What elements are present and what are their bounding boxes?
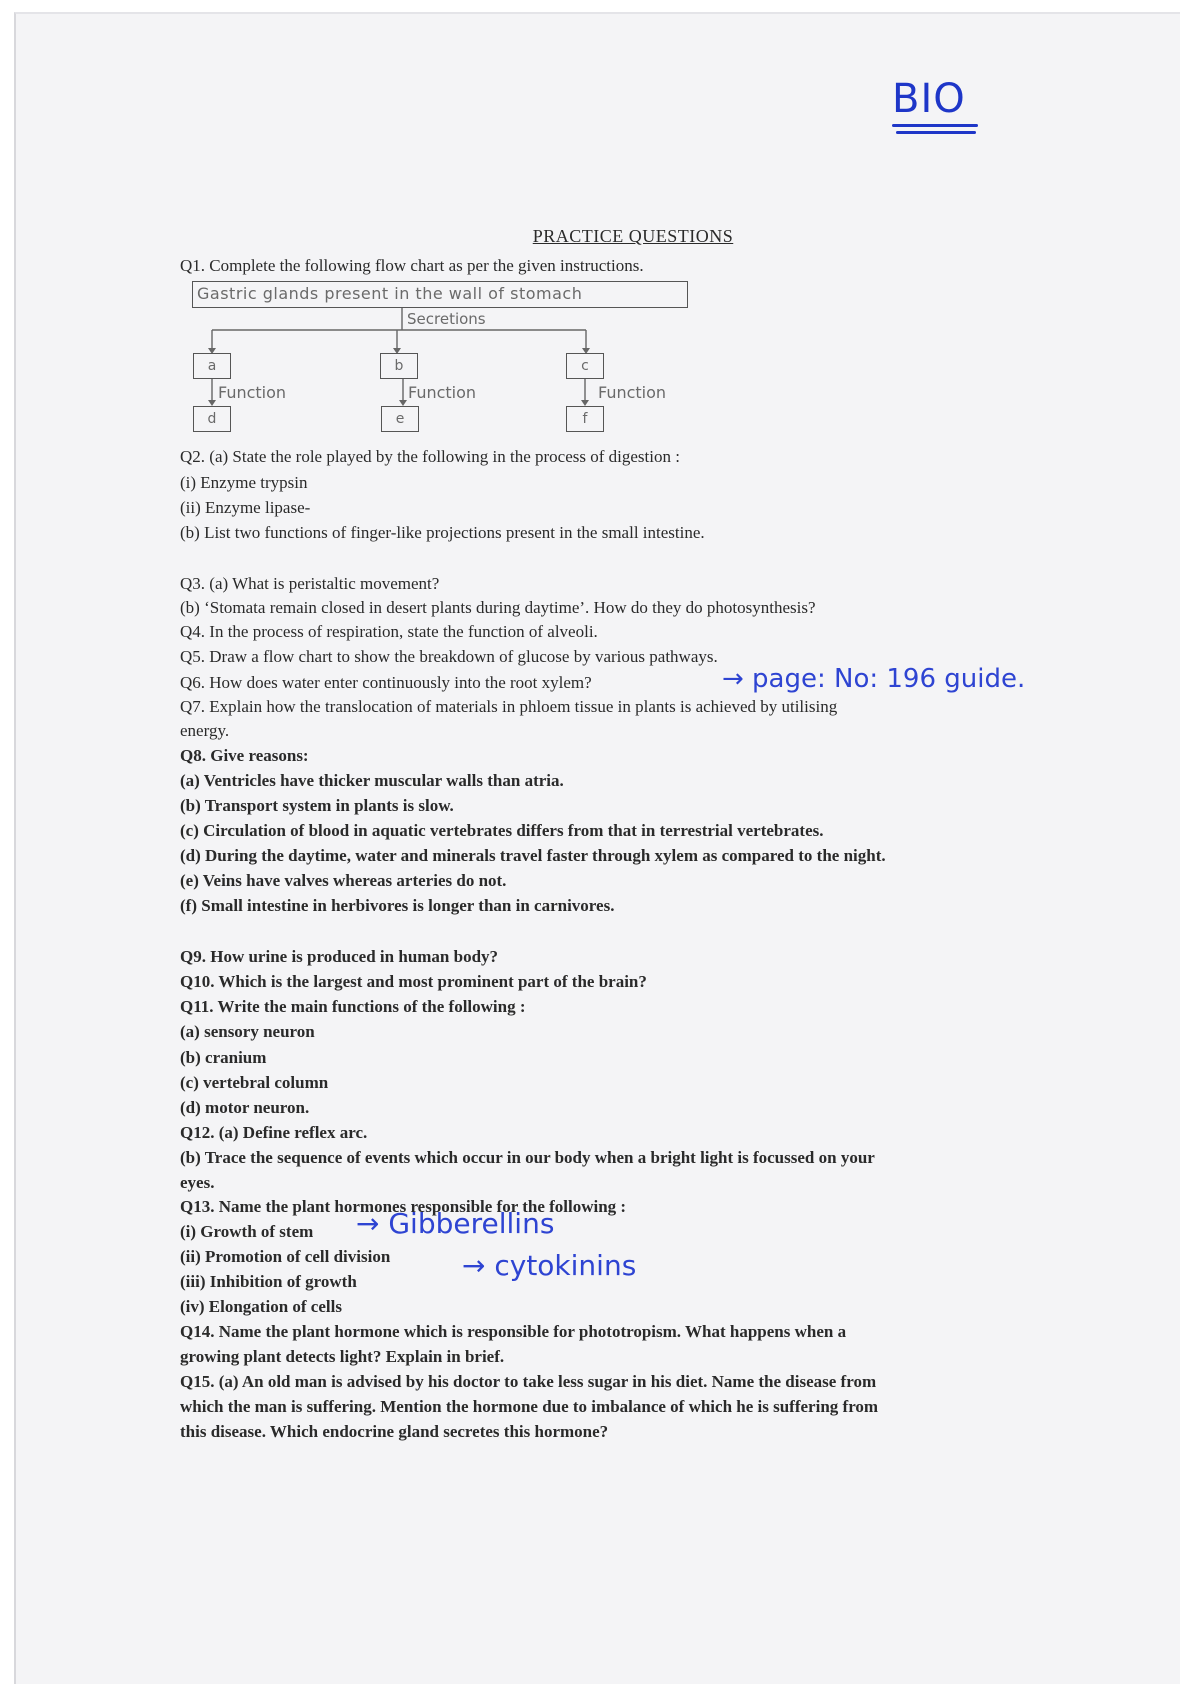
q12-line: eyes. — [180, 1173, 215, 1192]
q15-line: this disease. Which endocrine gland secretes this hormone? — [180, 1422, 609, 1441]
q6-line: Q6. How does water enter continuously into the root xylem? — [180, 673, 592, 692]
q15-line: Q15. (a) An old man is advised by his doctor to take less sugar in his diet. Name the disease from — [180, 1372, 877, 1391]
q11-line: (c) vertebral column — [180, 1073, 329, 1092]
handwritten-subject: BIO — [892, 76, 966, 122]
q11-line: (a) sensory neuron — [180, 1022, 315, 1041]
q8-line: (d) During the daytime, water and minerals travel faster through xylem as compared to the night. — [180, 846, 886, 865]
flowchart-top-box: Gastric glands present in the wall of stomach — [192, 281, 688, 308]
q12-line: (b) Trace the sequence of events which occur in our body when a bright light is focussed on your — [180, 1148, 875, 1167]
q7-line: energy. — [180, 721, 230, 740]
flowchart-box-f: f — [566, 406, 604, 432]
flowchart-function-label-3: Function — [598, 383, 667, 402]
page-title: PRACTICE QUESTIONS — [532, 226, 734, 246]
handwritten-q6-note: → page: No: 196 guide. — [722, 664, 1026, 694]
flowchart-box-d: d — [193, 406, 231, 432]
q11-line: Q11. Write the main functions of the following : — [180, 997, 526, 1016]
question-1: Q1. Complete the following flow chart as per the given instructions. — [180, 256, 644, 275]
q8-line: (a) Ventricles have thicker muscular walls than atria. — [180, 771, 564, 790]
q13-line: (iii) Inhibition of growth — [180, 1272, 357, 1291]
q14-line: Q14. Name the plant hormone which is responsible for phototropism. What happens when a — [180, 1322, 847, 1341]
q2-line: Q2. (a) State the role played by the following in the process of digestion : — [180, 447, 680, 466]
q4-line: Q4. In the process of respiration, state the function of alveoli. — [180, 622, 598, 641]
q14-line: growing plant detects light? Explain in brief. — [180, 1347, 505, 1366]
flowchart-box-c: c — [566, 353, 604, 379]
handwritten-q13-answer-1: → Gibberellins — [356, 1207, 555, 1240]
flowchart-secretions-label: Secretions — [407, 310, 486, 328]
q15-line: which the man is suffering. Mention the hormone due to imbalance of which he is suffering from — [180, 1397, 879, 1416]
q13-line: (ii) Promotion of cell division — [180, 1247, 391, 1266]
flowchart-function-label-2: Function — [408, 383, 477, 402]
q9-line: Q9. How urine is produced in human body? — [180, 947, 499, 966]
flowchart-function-label-1: Function — [218, 383, 287, 402]
q8-line: (e) Veins have valves whereas arteries do not. — [180, 871, 507, 890]
q8-line: (c) Circulation of blood in aquatic vertebrates differs from that in terrestrial vertebrates. — [180, 821, 824, 840]
q2-line: (i) Enzyme trypsin — [180, 473, 308, 492]
q5-line: Q5. Draw a flow chart to show the breakdown of glucose by various pathways. — [180, 647, 718, 666]
q11-line: (b) cranium — [180, 1048, 267, 1067]
q12-line: Q12. (a) Define reflex arc. — [180, 1123, 368, 1142]
q13-line: (i) Growth of stem — [180, 1222, 314, 1241]
q2-line: (b) List two functions of finger-like projections present in the small intestine. — [180, 523, 705, 542]
handwritten-q13-answer-2: → cytokinins — [462, 1249, 637, 1282]
q13-line: (iv) Elongation of cells — [180, 1297, 342, 1316]
q3-line: Q3. (a) What is peristaltic movement? — [180, 574, 440, 593]
flowchart-box-a: a — [193, 353, 231, 379]
q2-line: (ii) Enzyme lipase- — [180, 498, 311, 517]
q8-line: (f) Small intestine in herbivores is longer than in carnivores. — [180, 896, 615, 915]
q8-line: (b) Transport system in plants is slow. — [180, 796, 454, 815]
q3-line: (b) ‘Stomata remain closed in desert plants during daytime’. How do they do photosynthesis? — [180, 598, 816, 617]
q13-line: Q13. Name the plant hormones responsible for the following : — [180, 1197, 627, 1216]
flowchart-box-e: e — [381, 406, 419, 432]
q10-line: Q10. Which is the largest and most prominent part of the brain? — [180, 972, 647, 991]
q8-line: Q8. Give reasons: — [180, 746, 309, 765]
flowchart-box-b: b — [380, 353, 418, 379]
q7-line: Q7. Explain how the translocation of materials in phloem tissue in plants is achieved by utilising — [180, 697, 838, 716]
q11-line: (d) motor neuron. — [180, 1098, 310, 1117]
